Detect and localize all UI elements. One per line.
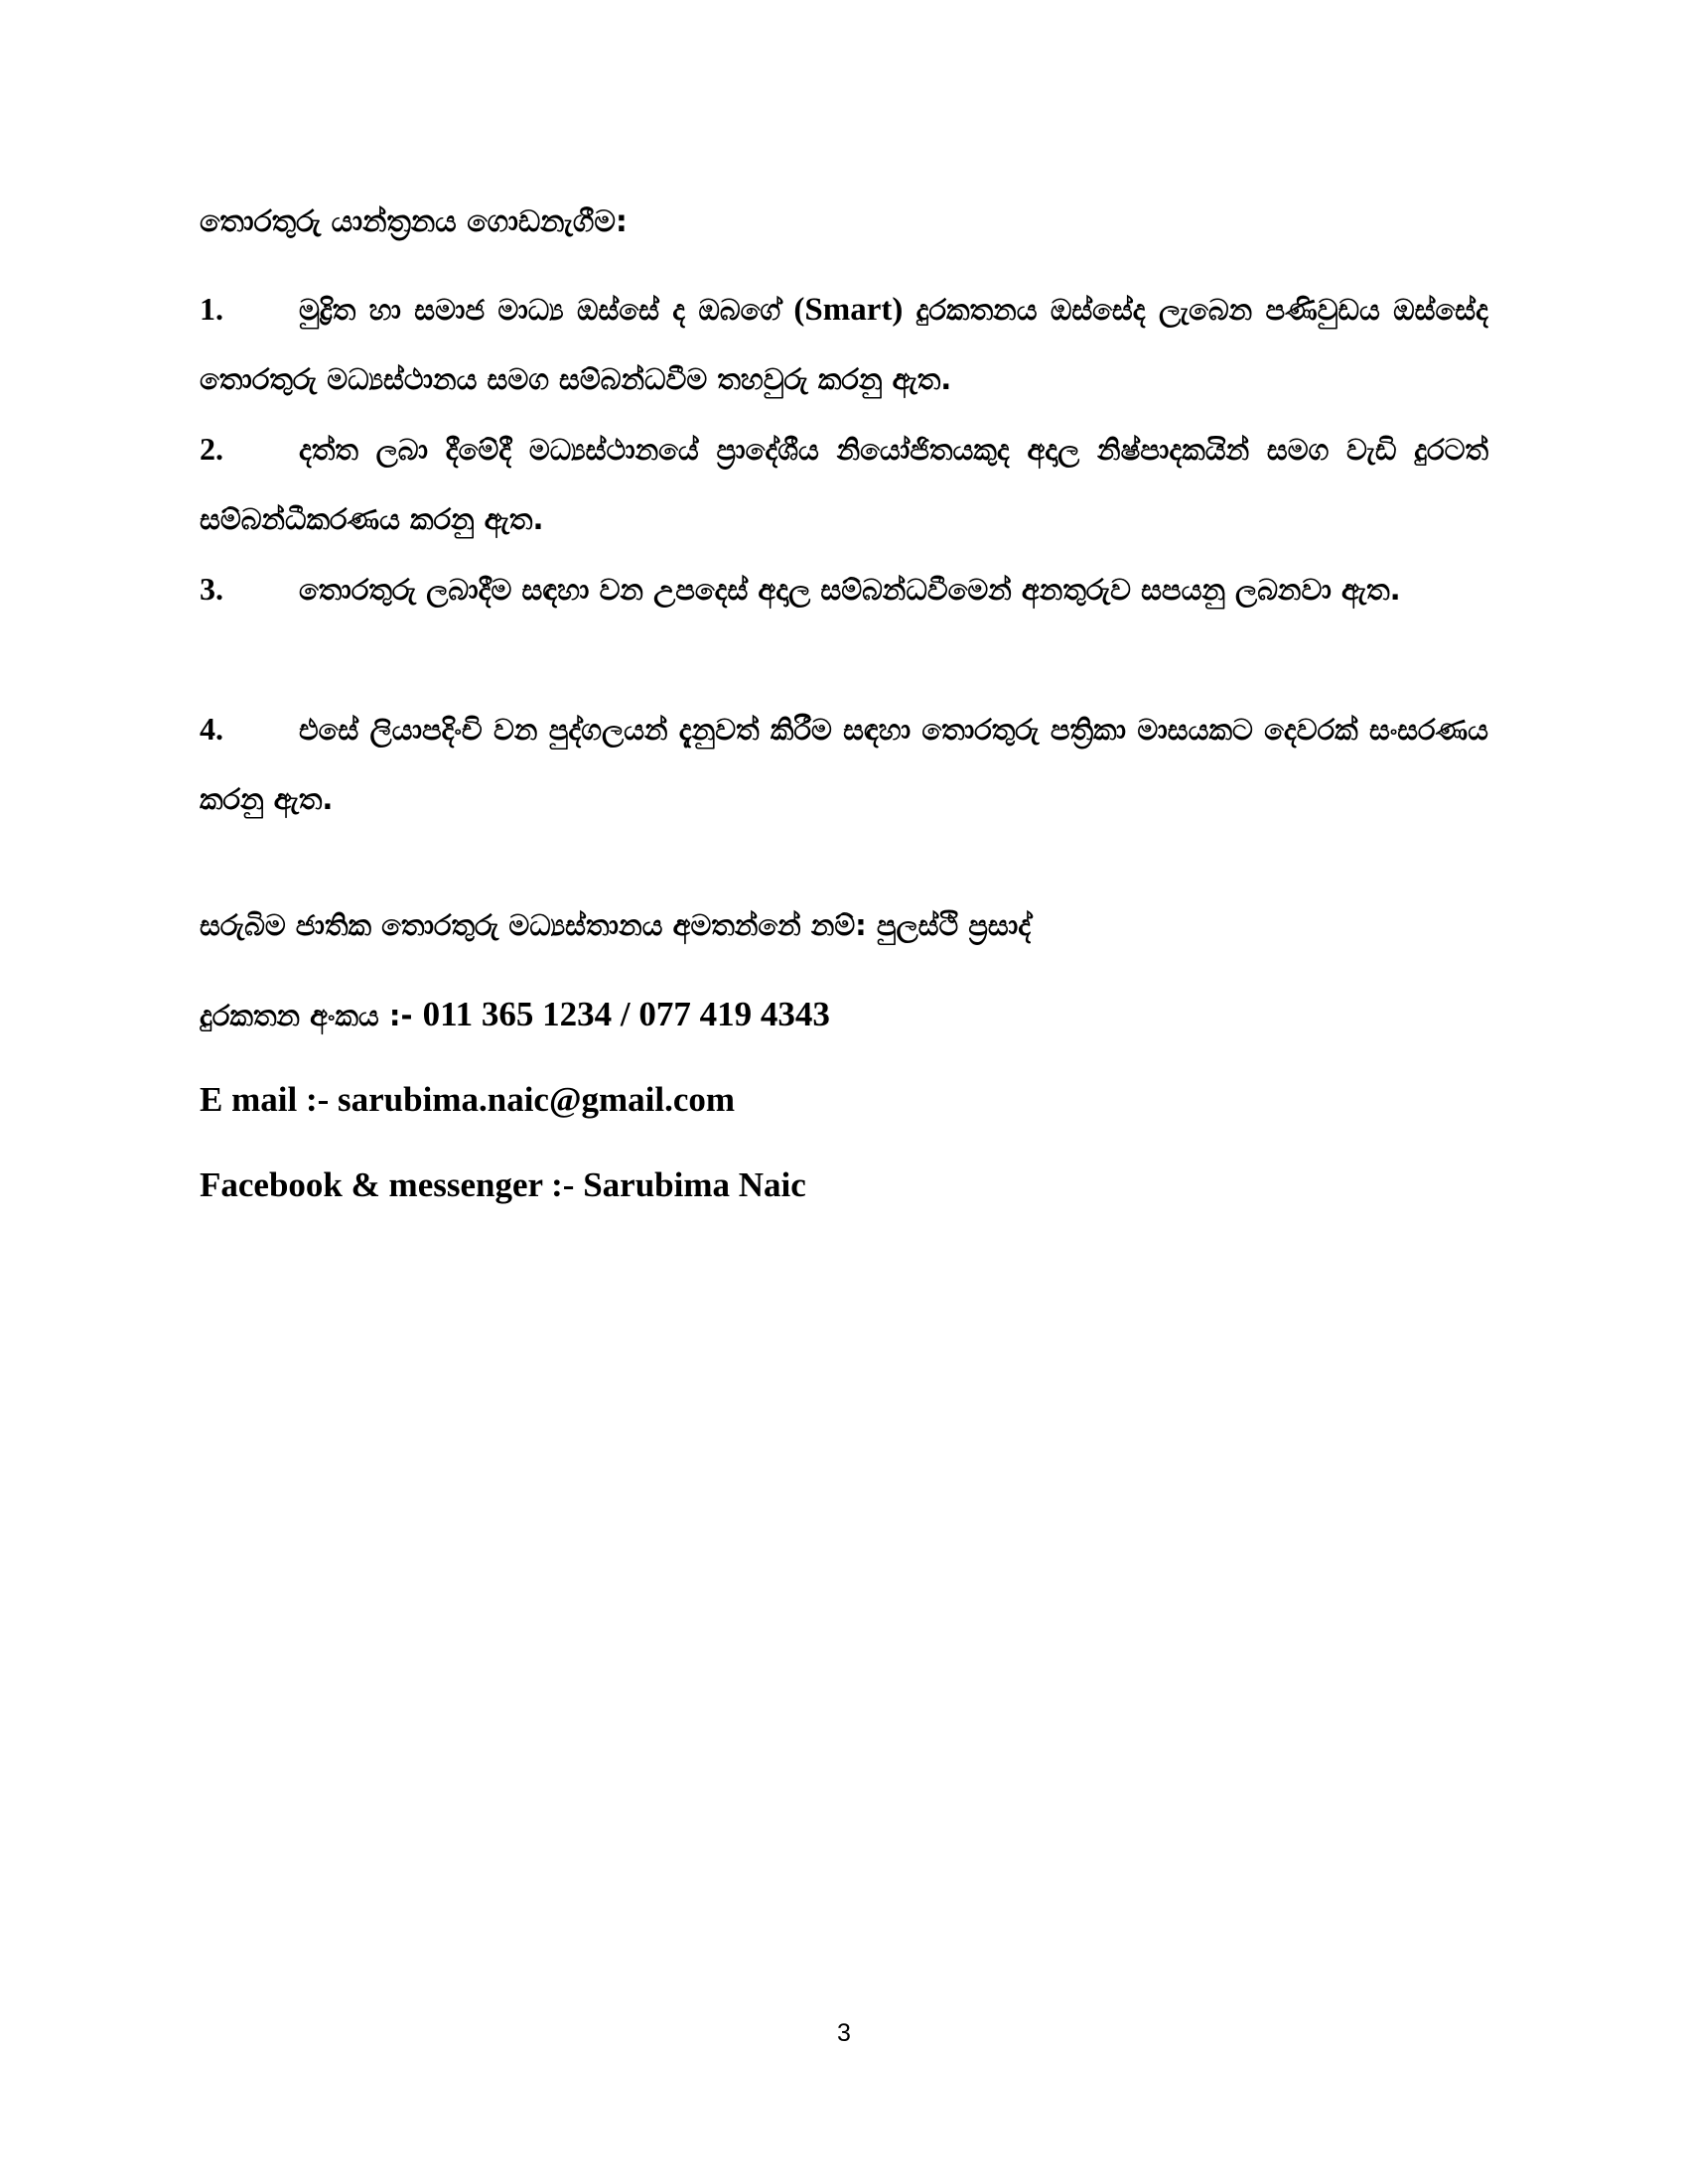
section-heading: තොරතුරු යාන්ත්‍රනය ගොඩනැගීම: — [200, 205, 628, 239]
list-item-text: තොරතුරු ලබාදීම සඳහා වන උපදෙස් අදාල සම්බන්ධවීමෙන් අනතුරුව සපයනු ලබනවා ඇත. — [299, 573, 1401, 607]
list-item-number: 3. — [200, 571, 223, 607]
list-item-number: 2. — [200, 431, 223, 467]
list-item-text-part: දුරකතනය ඔස්සේද ලැබෙන පණිවුඩය ඔස්සේද තොරතුරු මධ්‍යස්ථානය සමග සම්බන්ධවීම තහවුරු කරනු ඇත. — [200, 293, 1488, 396]
phone-label: දුරකතන අංකය :- — [200, 999, 413, 1032]
list-item-text: දත්ත ලබා දීමේදී මධ්‍යස්ථානයේ ප්‍රාදේශීය නියෝජිතයකුද අදාල නිෂ්පාදකයින් සමග වැඩි දුරටත් සම්බන්ධීකරණය කරනු ඇත. — [200, 433, 1488, 536]
page-number: 3 — [837, 2019, 851, 2047]
email-line: E mail :- sarubima.naic@gmail.com — [200, 1080, 736, 1119]
list-item-4 — [200, 694, 1488, 834]
list-item-1 — [200, 274, 1488, 414]
list-item-text: එසේ ලියාපදිංචි වන පුද්ගලයන් දැනුවත් කිරීම සඳහා තොරතුරු පත්‍රිකා මාසයකට දෙවරක් සංසරණය කරනු ඇත. — [200, 713, 1488, 816]
list-item-3 — [200, 554, 1488, 624]
phone-number: 011 365 1234 / 077 419 4343 — [422, 995, 830, 1033]
list-item-2 — [200, 414, 1488, 554]
facebook-line: Facebook & messenger :- Sarubima Naic — [200, 1165, 806, 1204]
contact-person-line: සරුබිම ජාතික තොරතුරු මධ්‍යස්තානය අමතන්නේ නම්: පුලස්ථි ප්‍රසාද් — [200, 908, 1032, 942]
phone-line — [200, 991, 1490, 1039]
smart-label: (Smart) — [793, 292, 904, 328]
list-item-text-part: මුද්‍රිත හා සමාජ මාධ්‍ය ඔස්සේ ද ඔබගේ — [299, 293, 794, 327]
list-item-number: 4. — [200, 711, 223, 747]
list-item-number: 1. — [200, 291, 223, 327]
